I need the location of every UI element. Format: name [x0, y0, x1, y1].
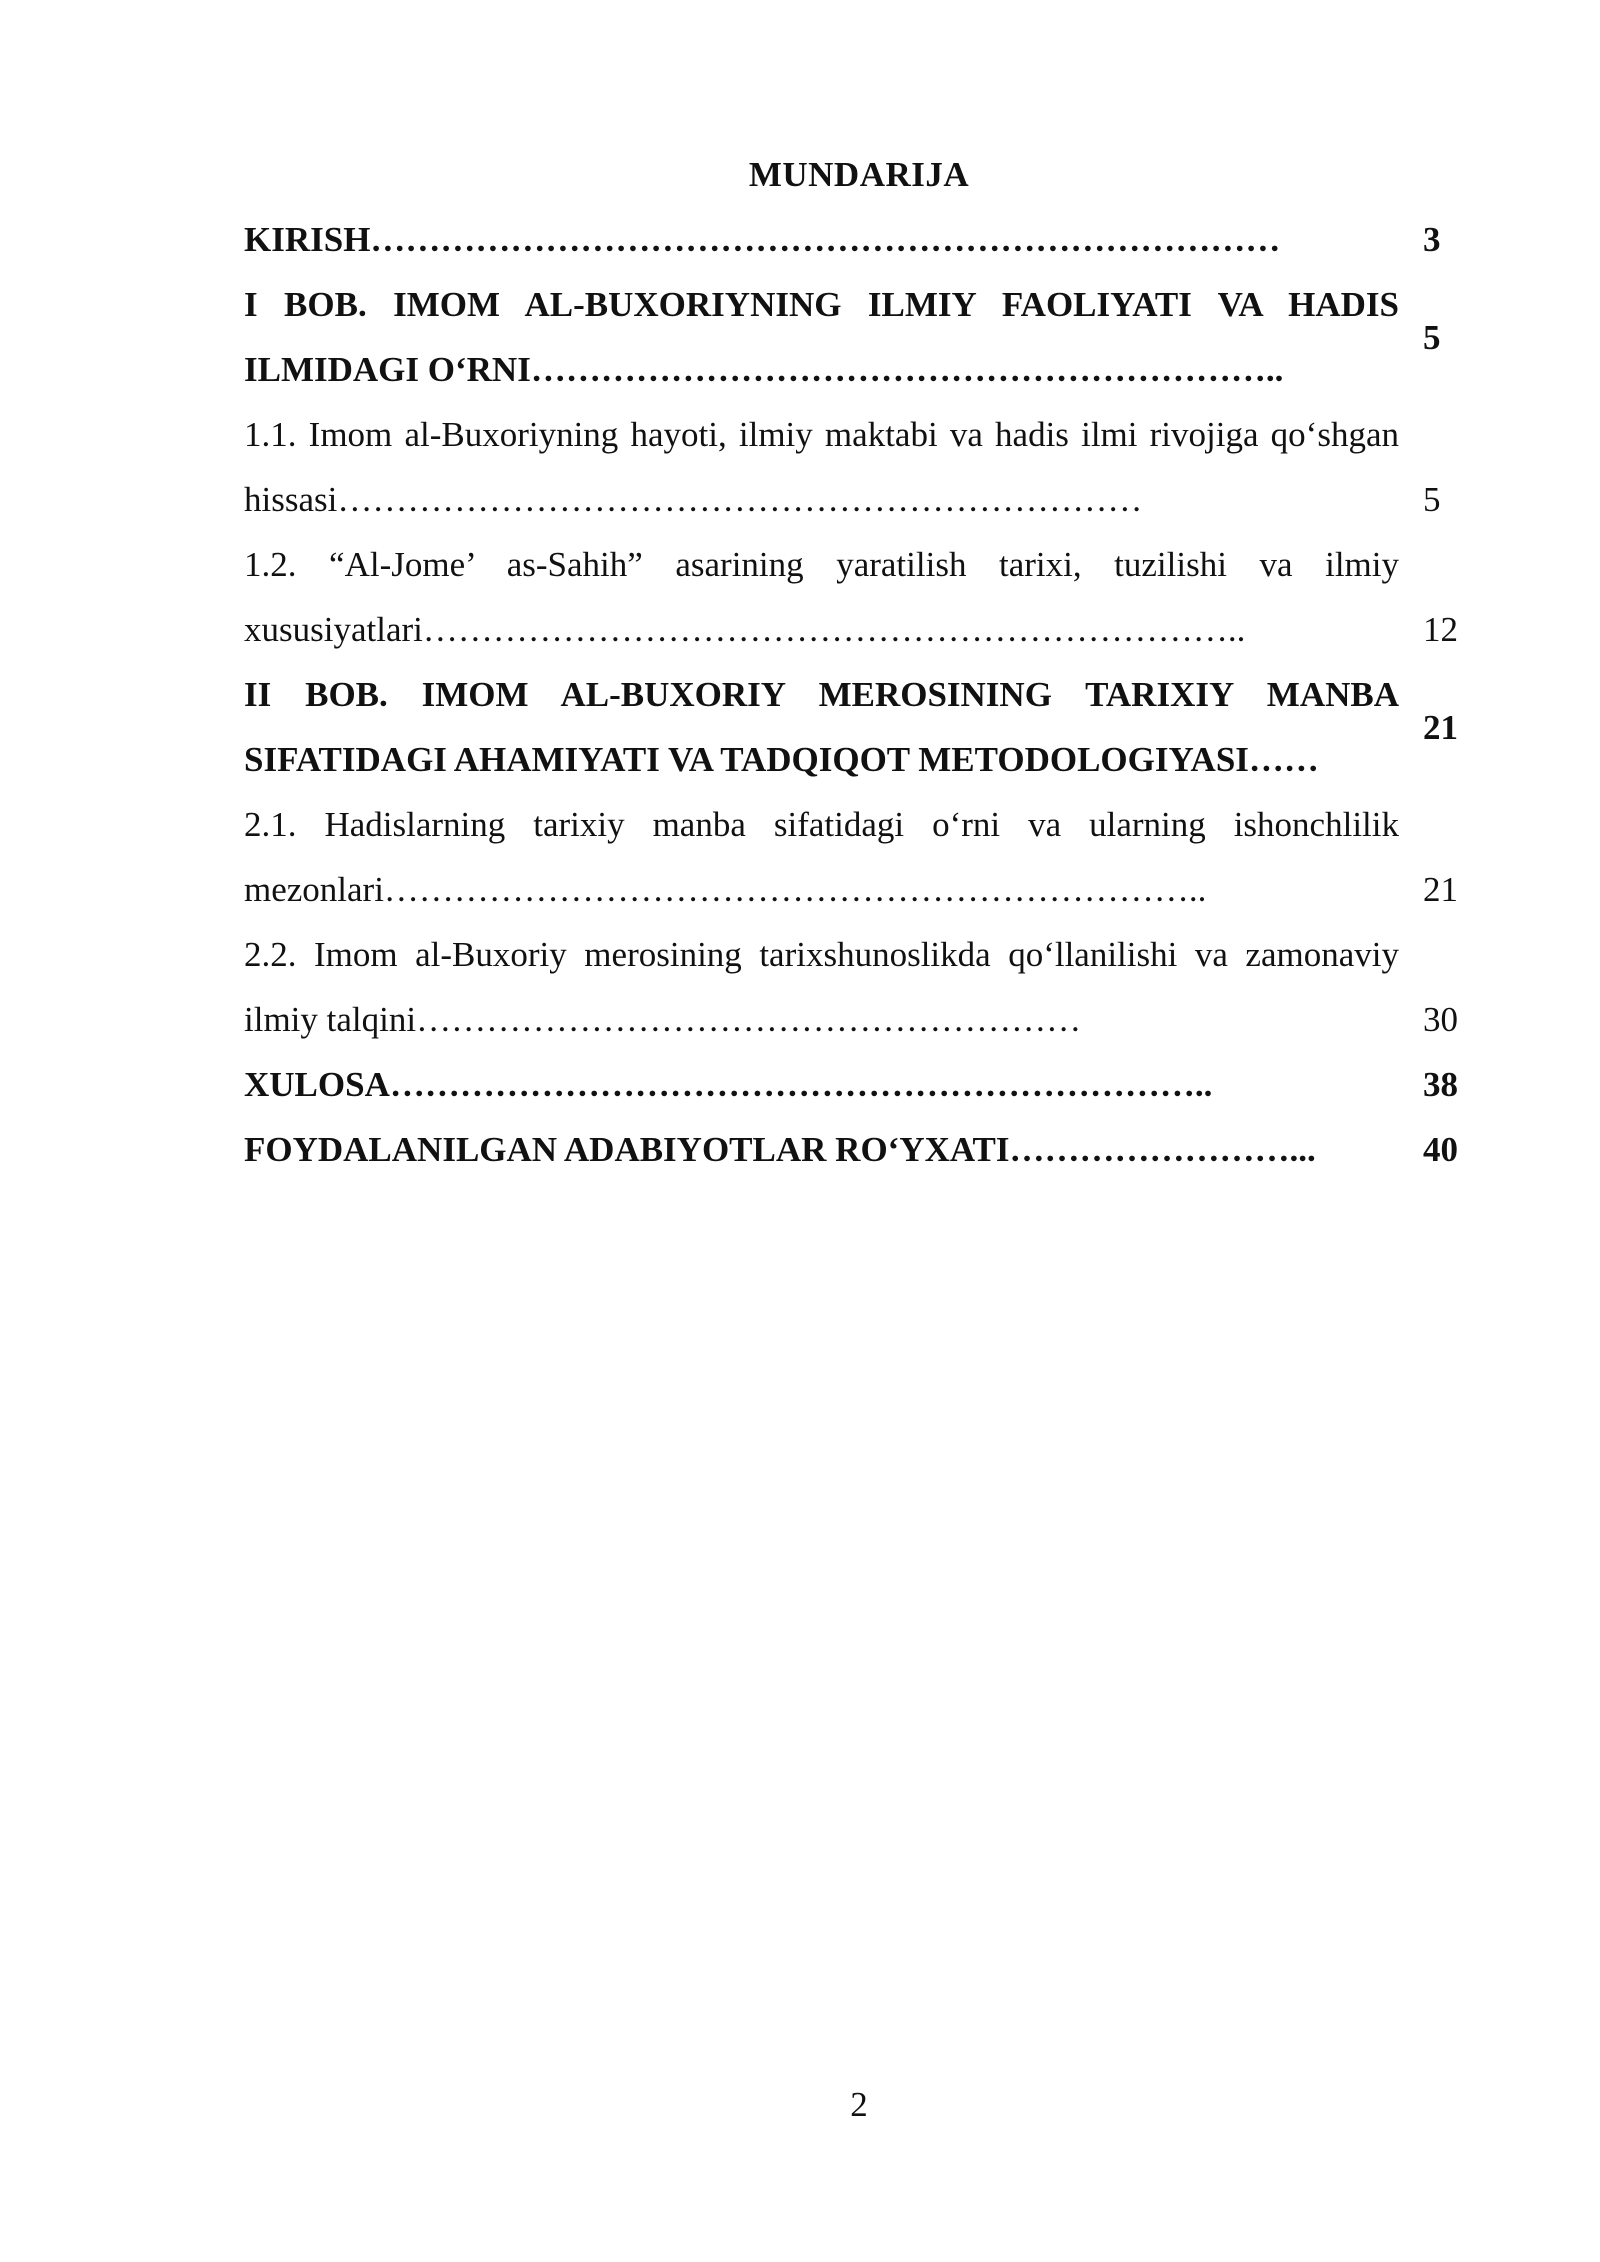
- toc-entry-text: 1.1. Imom al-Buxoriyning hayoti, ilmiy maktabi va hadis ilmi rivojiga qo‘shgan hissasi……………………………………………………………: [244, 415, 1399, 519]
- toc-entry-text: KIRISH……………………………………………………………………: [244, 220, 1281, 259]
- toc-entry-xulosa: [244, 1052, 1474, 1117]
- toc-entry-text: 1.2. “Al-Jome’ as-Sahih” asarining yaratilish tarixi, tuzilishi va ilmiy xususiyatlari……………………………………………………………..: [244, 545, 1399, 649]
- toc-entry-section-2-1: [244, 792, 1474, 922]
- toc-entry-page: 40: [1423, 1130, 1458, 1169]
- toc-entry-section-1-1: [244, 402, 1474, 532]
- toc-entry-page: 5: [1423, 317, 1441, 357]
- toc-entry-chapter-2: [244, 662, 1474, 792]
- toc-entry-section-1-2: [244, 532, 1474, 662]
- toc-entry-chapter-1: [244, 272, 1474, 402]
- toc-entry-references: [244, 1117, 1474, 1182]
- toc-entry-text: XULOSA……………………………………………………………..: [244, 1065, 1213, 1104]
- toc-entry-page: 5: [1423, 480, 1441, 519]
- toc-entry-text: FOYDALANILGAN ADABIYOTLAR RO‘YXATI……………………...: [244, 1130, 1316, 1169]
- toc-entry-text: 2.2. Imom al-Buxoriy merosining tarixshunoslikda qo‘llanilishi va zamonaviy ilmiy talqini…………………………………………………: [244, 935, 1399, 1039]
- toc-entry-page: 12: [1423, 610, 1458, 649]
- toc-entry-section-2-2: [244, 922, 1474, 1052]
- table-of-contents: [244, 207, 1474, 1182]
- toc-entry-page: 30: [1423, 1000, 1458, 1039]
- page-number: 2: [850, 2085, 868, 2124]
- toc-entry-kirish: [244, 207, 1474, 272]
- toc-entry-text: 2.1. Hadislarning tarixiy manba sifatidagi o‘rni va ularning ishonchlilik mezonlari……………………………………………………………..: [244, 805, 1399, 909]
- toc-entry-page: 21: [1423, 707, 1458, 747]
- toc-entry-text: I BOB. IMOM AL-BUXORIYNING ILMIY FAOLIYATI VA HADIS ILMIDAGI O‘RNI………………………………………………………..: [244, 285, 1399, 389]
- toc-entry-text: II BOB. IMOM AL-BUXORIY MEROSINING TARIXIY MANBA SIFATIDAGI AHAMIYATI VA TADQIQOT METODOLOGIYASI……: [244, 675, 1399, 779]
- toc-entry-page: 21: [1423, 870, 1458, 909]
- toc-entry-page: 3: [1423, 220, 1441, 259]
- toc-title: MUNDARIJA: [748, 155, 970, 194]
- toc-entry-page: 38: [1423, 1065, 1458, 1104]
